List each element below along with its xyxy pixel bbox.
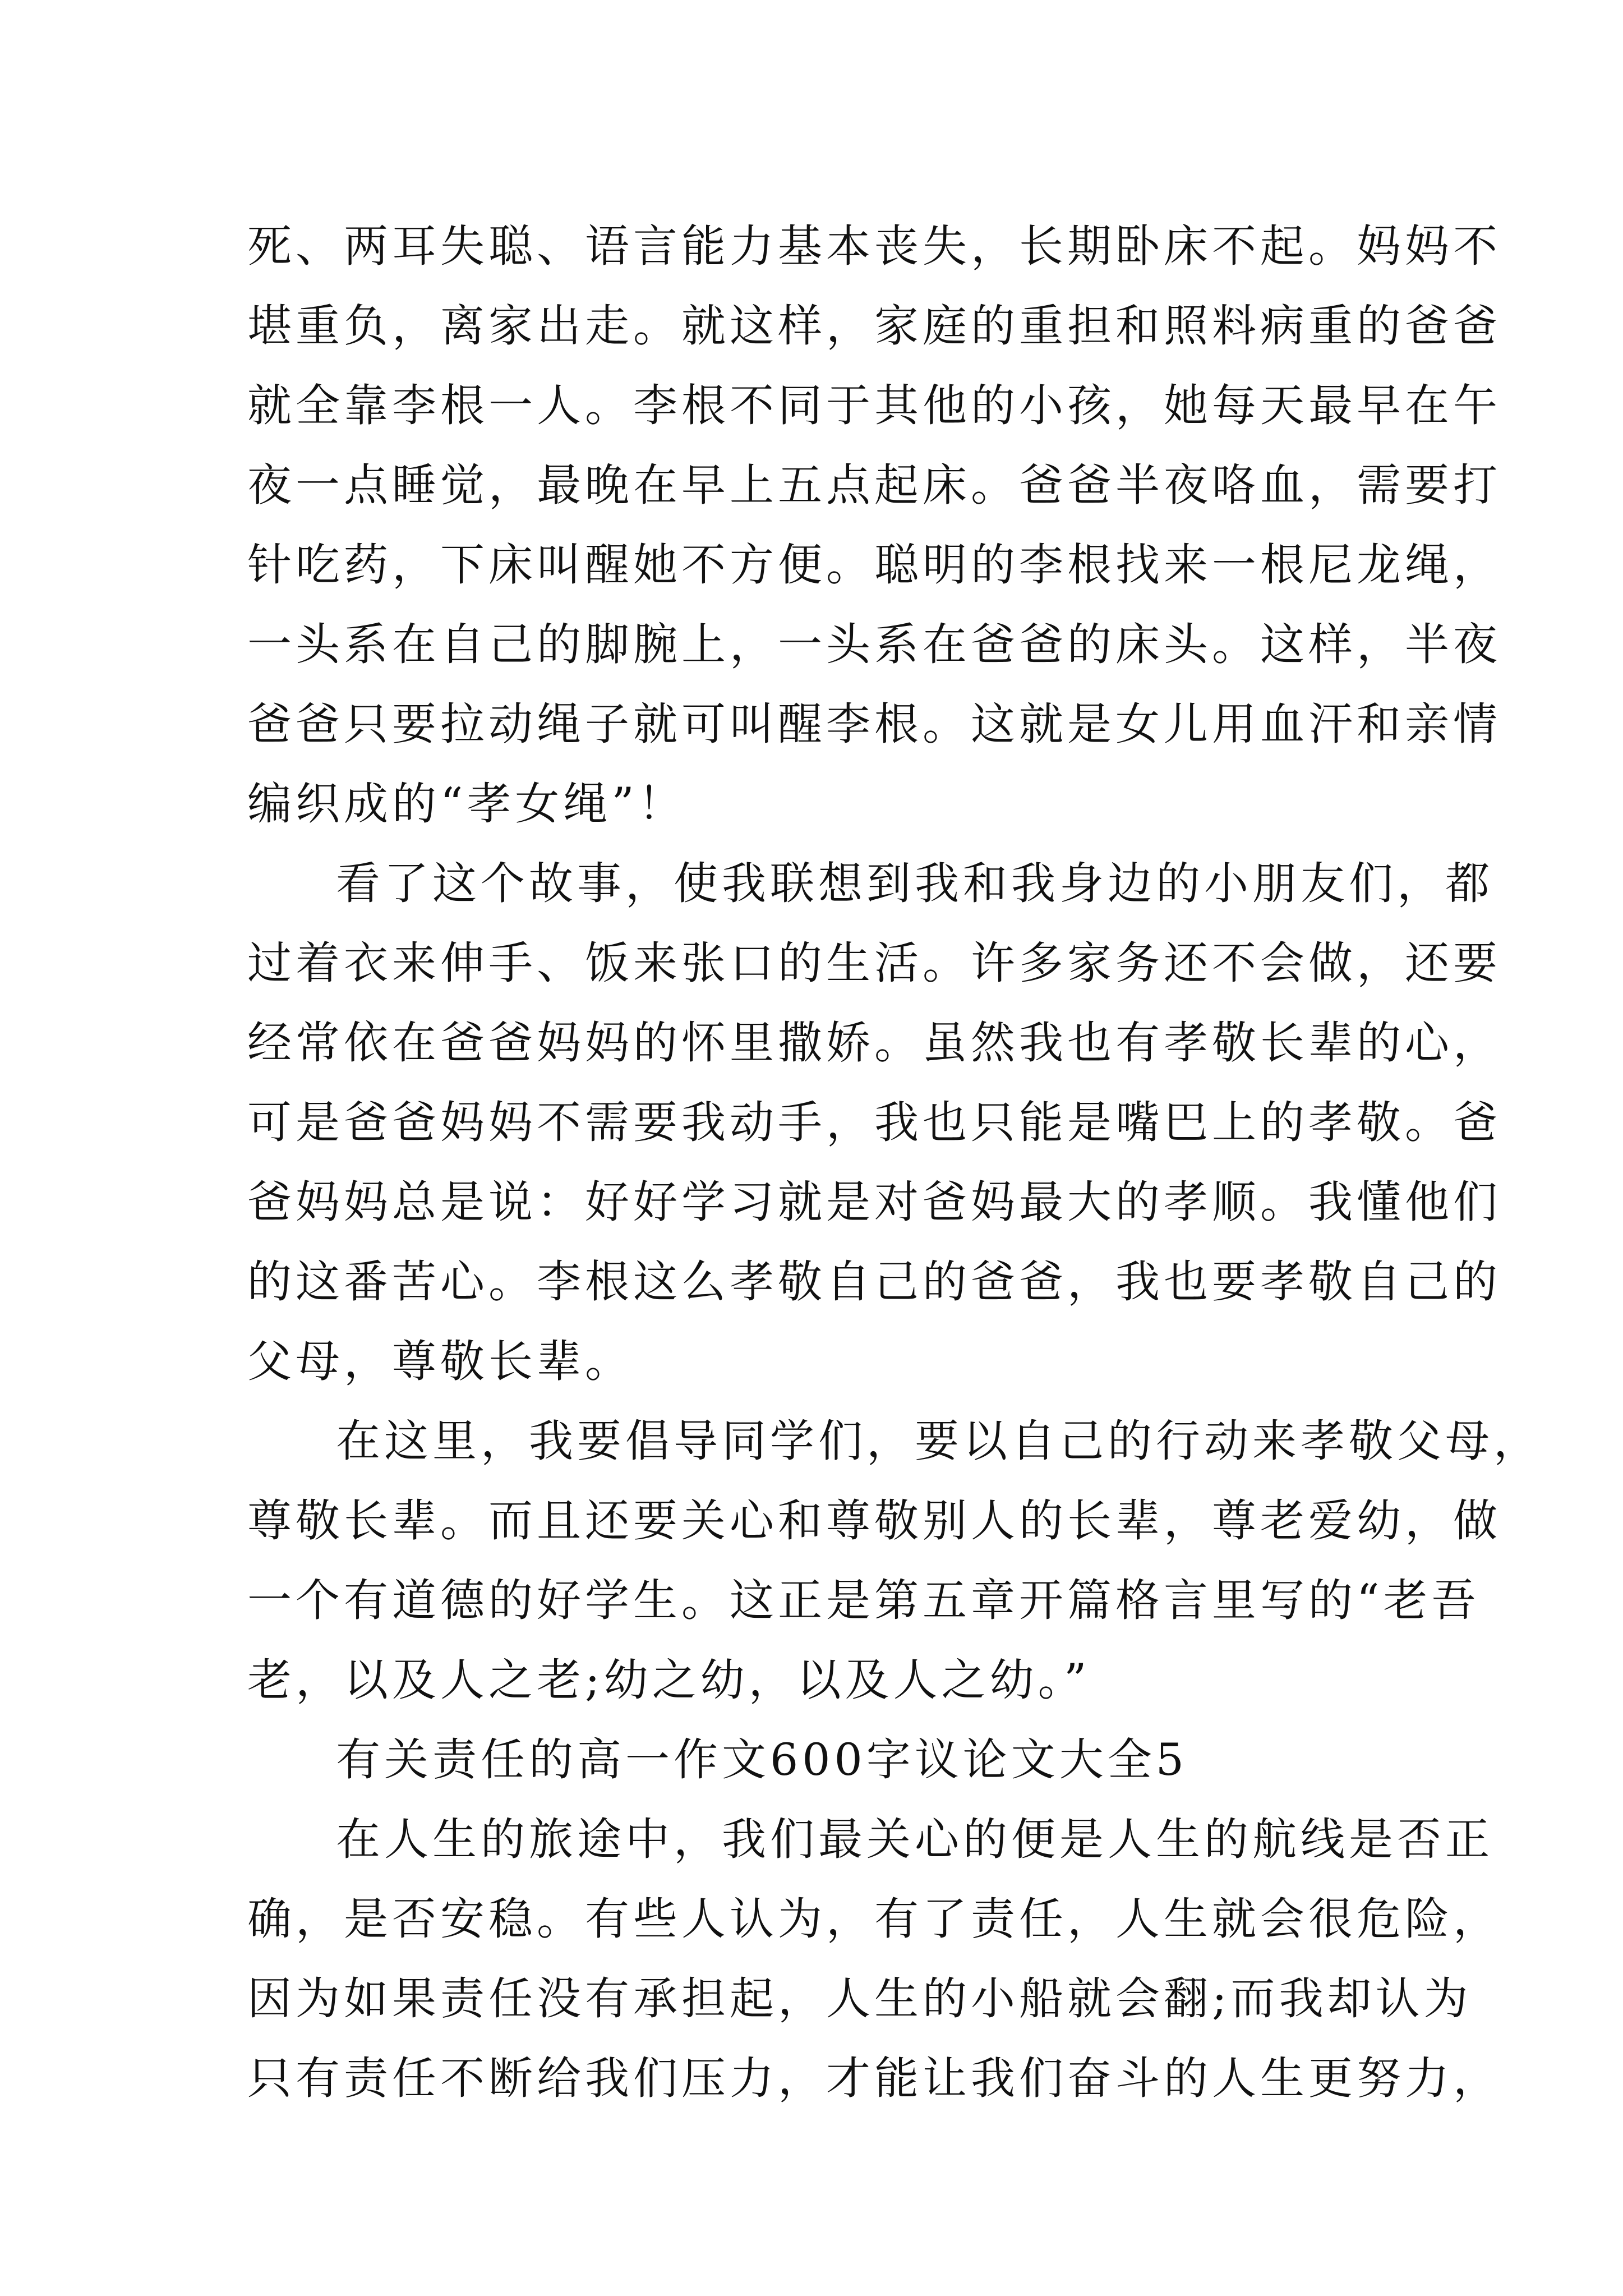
text-line: 的这番苦心。李根这么孝敬自己的爸爸，我也要孝敬自己的 — [247, 1256, 1501, 1308]
text-line: 针吃药，下床叫醒她不方便。聪明的李根找来一根尼龙绳， — [247, 539, 1501, 591]
text-line: 就全靠李根一人。李根不同于其他的小孩，她每天最早在午 — [247, 380, 1501, 431]
text-line: 堪重负，离家出走。就这样，家庭的重担和照料病重的爸爸 — [247, 300, 1501, 352]
text-line: 爸妈妈总是说：好好学习就是对爸妈最大的孝顺。我懂他们 — [247, 1176, 1501, 1228]
text-line: 过着衣来伸手、饭来张口的生活。许多家务还不会做，还要 — [247, 937, 1501, 989]
text-line: 只有责任不断给我们压力，才能让我们奋斗的人生更努力， — [247, 2053, 1501, 2104]
text-line: 夜一点睡觉，最晚在早上五点起床。爸爸半夜咯血，需要打 — [247, 459, 1501, 511]
paragraph — [247, 1401, 1542, 1720]
paragraph — [247, 844, 1501, 1401]
text-line: 爸爸只要拉动绳子就可叫醒李根。这就是女儿用血汗和亲情 — [247, 698, 1501, 750]
paragraph — [247, 1800, 1501, 2118]
text-line: 死、两耳失聪、语言能力基本丧失，长期卧床不起。妈妈不 — [247, 220, 1501, 272]
text-line: 编织成的“孝女绳”！ — [247, 778, 686, 830]
text-line: 确，是否安稳。有些人认为，有了责任，人生就会很危险， — [247, 1893, 1501, 1945]
text-line: 在人生的旅途中，我们最关心的便是人生的航线是否正 — [336, 1814, 1493, 1865]
text-line: 经常依在爸爸妈妈的怀里撒娇。虽然我也有孝敬长辈的心， — [247, 1017, 1501, 1069]
text-line: 一个有道德的好学生。这正是第五章开篇格言里写的“老吾 — [247, 1575, 1480, 1626]
text-line: 在这里，我要倡导同学们，要以自己的行动来孝敬父母， — [336, 1415, 1542, 1467]
section-heading: 有关责任的高一作文600字议论文大全5 — [336, 1734, 1188, 1786]
essay-body — [247, 206, 1542, 2118]
text-line: 看了这个故事，使我联想到我和我身边的小朋友们，都 — [336, 858, 1493, 909]
text-line: 父母，尊敬长辈。 — [247, 1336, 633, 1387]
paragraph — [247, 206, 1501, 844]
text-line: 老，以及人之老;幼之幼，以及人之幼。” — [247, 1654, 1091, 1706]
text-line: 一头系在自己的脚腕上，一头系在爸爸的床头。这样，半夜 — [247, 619, 1501, 670]
text-line: 因为如果责任没有承担起，人生的小船就会翻;而我却认为 — [247, 1973, 1472, 2024]
text-line: 可是爸爸妈妈不需要我动手，我也只能是嘴巴上的孝敬。爸 — [247, 1097, 1501, 1148]
text-line: 尊敬长辈。而且还要关心和尊敬别人的长辈，尊老爱幼，做 — [247, 1495, 1501, 1547]
